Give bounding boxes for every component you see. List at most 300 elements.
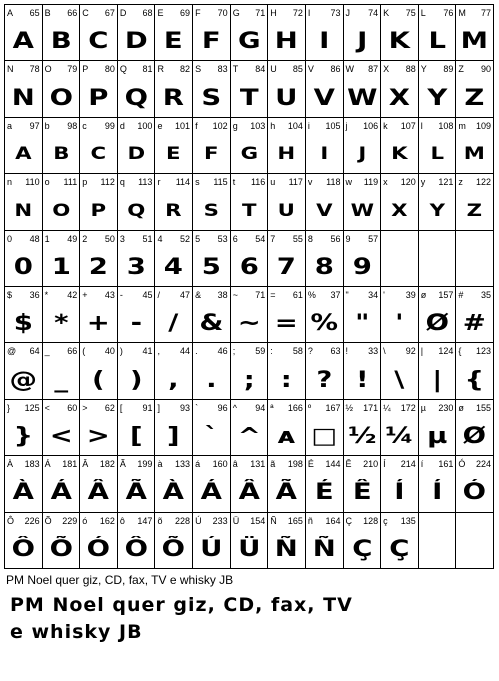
glyph-sample: | xyxy=(432,367,443,393)
glyph-label xyxy=(308,234,341,246)
glyph-code-label: 86 xyxy=(330,64,341,75)
glyph-label xyxy=(458,234,491,246)
glyph-code-label: 90 xyxy=(480,64,491,75)
glyph-label xyxy=(308,121,341,133)
glyph-sample: ᴀ xyxy=(277,423,296,449)
glyph-cell xyxy=(344,513,382,569)
glyph-sample: Ñ xyxy=(275,536,299,562)
glyph-label xyxy=(45,121,78,133)
glyph-label xyxy=(7,516,40,528)
glyph-code-label: 111 xyxy=(63,177,78,188)
glyph-label xyxy=(233,177,266,189)
glyph-cell xyxy=(268,174,306,230)
glyph-char-label: & xyxy=(195,290,202,300)
glyph-cell xyxy=(80,400,118,456)
glyph-char-label: Á xyxy=(44,459,51,470)
glyph-code-label: 109 xyxy=(475,120,491,131)
glyph-cell xyxy=(43,343,81,399)
glyph-cell xyxy=(155,174,193,230)
glyph-cell xyxy=(193,61,231,117)
glyph-label xyxy=(383,403,416,415)
glyph-cell xyxy=(456,231,494,287)
glyph-label xyxy=(346,234,379,246)
glyph-cell xyxy=(456,5,494,61)
glyph-sample: < xyxy=(49,423,73,449)
glyph-sample: Ç xyxy=(389,536,410,562)
glyph-code-label: 77 xyxy=(480,8,491,18)
glyph-label xyxy=(157,234,190,246)
glyph-cell xyxy=(268,61,306,117)
glyph-char-label: " xyxy=(345,290,349,300)
glyph-char-label: ' xyxy=(383,290,385,300)
glyph-code-label: 87 xyxy=(368,64,379,75)
glyph-char-label: W xyxy=(345,64,355,75)
glyph-char-label: x xyxy=(383,177,388,188)
glyph-sample: S xyxy=(203,200,220,221)
glyph-char-label: ½ xyxy=(345,402,354,413)
glyph-code-label: 33 xyxy=(368,346,379,357)
glyph-sample: O xyxy=(51,200,70,221)
glyph-code-label: 71 xyxy=(255,290,266,300)
glyph-sample: ½ xyxy=(347,423,377,449)
glyph-char-label: ó xyxy=(82,515,88,526)
glyph-sample: J xyxy=(357,144,366,165)
glyph-char-label: M xyxy=(458,8,466,18)
glyph-code-label: 37 xyxy=(330,290,341,300)
glyph-code-label: 62 xyxy=(104,402,115,413)
glyph-code-label: 57 xyxy=(368,233,379,244)
glyph-label xyxy=(270,121,303,133)
glyph-char-label: É xyxy=(307,459,314,470)
glyph-sample: ` xyxy=(204,423,219,449)
glyph-char-label: â xyxy=(232,459,238,470)
glyph-sample: X xyxy=(391,200,408,221)
glyph-label xyxy=(346,346,379,358)
glyph-cell xyxy=(344,118,382,174)
glyph-label xyxy=(421,64,454,76)
glyph-sample: 9 xyxy=(352,254,372,280)
glyph-code-label: 35 xyxy=(480,290,491,300)
glyph-sample: Q xyxy=(124,85,148,111)
glyph-sample: Ô xyxy=(124,536,148,562)
glyph-char-label: ç xyxy=(383,515,388,526)
glyph-cell xyxy=(231,513,269,569)
glyph-char-label: Ã xyxy=(119,459,126,470)
glyph-label xyxy=(195,459,228,471)
glyph-label xyxy=(45,516,78,528)
glyph-char-label: ã xyxy=(270,459,276,470)
glyph-label xyxy=(346,290,379,302)
glyph-cell xyxy=(419,513,457,569)
glyph-sample: X xyxy=(388,85,411,111)
glyph-code-label: 72 xyxy=(292,8,303,18)
glyph-cell xyxy=(5,400,43,456)
glyph-sample: 5 xyxy=(201,254,221,280)
glyph-label xyxy=(45,346,78,358)
glyph-cell xyxy=(306,513,344,569)
glyph-cell xyxy=(419,174,457,230)
glyph-cell xyxy=(80,456,118,512)
glyph-code-label: 49 xyxy=(67,233,78,244)
glyph-label xyxy=(458,64,491,76)
glyph-code-label: 73 xyxy=(330,8,341,18)
glyph-label xyxy=(346,8,379,20)
glyph-cell xyxy=(381,231,419,287)
glyph-label xyxy=(195,177,228,189)
glyph-code-label: 99 xyxy=(104,120,115,131)
glyph-sample: } xyxy=(13,423,34,449)
glyph-code-label: 92 xyxy=(405,346,416,357)
glyph-sample: P xyxy=(88,85,109,111)
glyph-cell xyxy=(155,118,193,174)
glyph-cell xyxy=(43,513,81,569)
glyph-cell xyxy=(419,400,457,456)
glyph-label xyxy=(7,121,40,133)
glyph-label xyxy=(383,177,416,189)
glyph-sample: Õ xyxy=(162,536,186,562)
glyph-char-label: ñ xyxy=(307,515,313,526)
glyph-label xyxy=(195,234,228,246)
glyph-char-label: Q xyxy=(119,64,127,75)
glyph-code-label: 40 xyxy=(104,346,115,357)
glyph-code-label: 79 xyxy=(67,64,78,75)
glyph-cell xyxy=(306,174,344,230)
glyph-char-label: S xyxy=(195,64,202,75)
glyph-label xyxy=(421,8,454,20)
glyph-sample: + xyxy=(87,311,111,337)
glyph-sample: > xyxy=(87,423,111,449)
glyph-label xyxy=(458,290,491,302)
glyph-cell xyxy=(381,174,419,230)
glyph-cell xyxy=(381,456,419,512)
glyph-sample: ; xyxy=(243,367,255,393)
glyph-label xyxy=(82,516,115,528)
glyph-char-label: \ xyxy=(383,346,386,357)
glyph-code-label: 112 xyxy=(100,177,115,188)
glyph-char-label: m xyxy=(458,120,466,131)
glyph-sample: ~ xyxy=(237,311,261,337)
glyph-label xyxy=(308,290,341,302)
glyph-label xyxy=(82,459,115,471)
glyph-cell xyxy=(456,456,494,512)
glyph-code-label: 100 xyxy=(137,120,153,131)
glyph-sample: Ø xyxy=(462,423,487,449)
glyph-cell xyxy=(118,343,156,399)
glyph-label xyxy=(82,234,115,246)
glyph-label xyxy=(120,177,153,189)
glyph-cell xyxy=(268,343,306,399)
glyph-char-label: # xyxy=(458,290,464,300)
glyph-cell xyxy=(118,5,156,61)
glyph-char-label: J xyxy=(345,8,351,18)
glyph-label xyxy=(195,403,228,415)
glyph-label xyxy=(421,121,454,133)
glyph-label xyxy=(458,403,491,415)
glyph-char-label: ø xyxy=(420,290,427,300)
glyph-char-label: R xyxy=(157,64,164,75)
glyph-code-label: 83 xyxy=(217,64,228,75)
glyph-char-label: T xyxy=(232,64,239,75)
glyph-code-label: 48 xyxy=(29,233,40,244)
glyph-char-label: d xyxy=(119,120,125,131)
glyph-sample: E xyxy=(166,144,182,165)
glyph-char-label: < xyxy=(44,402,50,413)
glyph-cell xyxy=(118,287,156,343)
glyph-code-label: 39 xyxy=(405,290,416,300)
glyph-cell xyxy=(193,118,231,174)
glyph-label xyxy=(383,459,416,471)
glyph-code-label: 214 xyxy=(400,459,416,470)
glyph-char-label: ~ xyxy=(232,290,238,300)
glyph-label xyxy=(233,403,266,415)
glyph-cell xyxy=(231,174,269,230)
glyph-label xyxy=(7,64,40,76)
glyph-sample: R xyxy=(165,200,182,221)
glyph-char-label: ø xyxy=(458,402,464,413)
glyph-label xyxy=(233,121,266,133)
glyph-sample: Í xyxy=(394,480,405,506)
glyph-label xyxy=(195,64,228,76)
glyph-code-label: 76 xyxy=(443,8,454,18)
glyph-char-label: V xyxy=(307,64,314,75)
glyph-code-label: 34 xyxy=(368,290,379,300)
glyph-label xyxy=(82,346,115,358)
glyph-code-label: 124 xyxy=(438,346,454,357)
glyph-char-label: P xyxy=(82,64,89,75)
glyph-code-label: 91 xyxy=(142,402,153,413)
glyph-sample: % xyxy=(310,311,339,337)
glyph-cell xyxy=(344,174,382,230)
glyph-label xyxy=(120,459,153,471)
glyph-label xyxy=(346,177,379,189)
glyph-cell xyxy=(118,456,156,512)
glyph-code-label: 52 xyxy=(180,233,191,244)
glyph-char-label: ? xyxy=(307,346,313,357)
glyph-char-label: U xyxy=(270,64,277,75)
glyph-code-label: 54 xyxy=(255,233,266,244)
glyph-code-label: 44 xyxy=(180,346,191,357)
glyph-char-label: > xyxy=(82,402,88,413)
glyph-char-label: Ç xyxy=(345,515,353,526)
glyph-label xyxy=(7,459,40,471)
glyph-cell xyxy=(306,61,344,117)
glyph-code-label: 61 xyxy=(292,290,303,300)
glyph-cell xyxy=(344,287,382,343)
glyph-label xyxy=(308,516,341,528)
glyph-code-label: 120 xyxy=(400,177,416,188)
glyph-code-label: 53 xyxy=(217,233,228,244)
glyph-code-label: 118 xyxy=(326,177,341,188)
glyph-char-label: ª xyxy=(270,402,274,413)
glyph-label xyxy=(7,8,40,20)
glyph-code-label: 121 xyxy=(438,177,454,188)
glyph-label xyxy=(346,516,379,528)
glyph-code-label: 38 xyxy=(217,290,228,300)
glyph-label xyxy=(45,177,78,189)
glyph-cell xyxy=(306,5,344,61)
glyph-label xyxy=(157,516,190,528)
glyph-cell xyxy=(306,118,344,174)
glyph-sample: W xyxy=(350,200,374,221)
glyph-label xyxy=(270,8,303,20)
glyph-sample: Ô xyxy=(11,536,35,562)
glyph-sample: # xyxy=(463,311,487,337)
glyph-label xyxy=(346,459,379,471)
glyph-code-label: 199 xyxy=(137,459,153,470)
glyph-sample: E xyxy=(164,29,184,55)
sample-text-large-line-2: e whisky JB xyxy=(10,621,143,643)
glyph-cell xyxy=(155,287,193,343)
glyph-char-label: N xyxy=(7,64,14,75)
glyph-sample: B xyxy=(52,144,70,165)
glyph-label xyxy=(157,121,190,133)
glyph-code-label: 102 xyxy=(212,120,228,131)
glyph-sample: / xyxy=(168,311,179,337)
glyph-cell xyxy=(344,61,382,117)
glyph-cell xyxy=(231,5,269,61)
glyph-code-label: 167 xyxy=(325,402,341,413)
glyph-sample: Y xyxy=(429,200,445,221)
glyph-char-label: t xyxy=(232,177,236,188)
glyph-char-label: 0 xyxy=(7,233,13,244)
glyph-char-label: 1 xyxy=(44,233,50,244)
glyph-char-label: - xyxy=(119,290,123,300)
glyph-code-label: 117 xyxy=(288,177,303,188)
glyph-code-label: 106 xyxy=(363,120,379,131)
glyph-cell xyxy=(5,61,43,117)
glyph-cell xyxy=(268,231,306,287)
glyph-char-label: À xyxy=(7,459,14,470)
glyph-sample: F xyxy=(201,29,221,55)
glyph-code-label: 51 xyxy=(142,233,153,244)
glyph-label xyxy=(45,64,78,76)
glyph-code-label: 84 xyxy=(255,64,266,75)
glyph-code-label: 63 xyxy=(330,346,341,357)
glyph-label xyxy=(7,346,40,358)
glyph-cell xyxy=(118,174,156,230)
glyph-char-label: u xyxy=(270,177,276,188)
glyph-cell xyxy=(231,118,269,174)
glyph-sample: O xyxy=(49,85,73,111)
glyph-char-label: 3 xyxy=(119,233,125,244)
glyph-code-label: 55 xyxy=(292,233,303,244)
glyph-label xyxy=(157,64,190,76)
glyph-sample: K xyxy=(391,144,408,165)
glyph-sample: , xyxy=(168,367,179,393)
glyph-cell xyxy=(155,400,193,456)
glyph-code-label: 59 xyxy=(255,346,266,357)
glyph-sample: Ó xyxy=(86,536,111,562)
glyph-char-label: + xyxy=(82,290,88,300)
glyph-char-label: e xyxy=(157,120,163,131)
glyph-sample: 2 xyxy=(88,254,109,280)
glyph-char-label: b xyxy=(44,120,50,131)
glyph-sample: V xyxy=(315,200,333,221)
glyph-label xyxy=(82,177,115,189)
glyph-char-label: á xyxy=(195,459,201,470)
glyph-cell xyxy=(456,61,494,117)
glyph-cell xyxy=(43,5,81,61)
glyph-label xyxy=(195,8,228,20)
glyph-label xyxy=(82,403,115,415)
glyph-char-label: O xyxy=(44,64,52,75)
glyph-code-label: 228 xyxy=(175,515,191,526)
glyph-label xyxy=(82,121,115,133)
glyph-code-label: 229 xyxy=(62,515,78,526)
glyph-label xyxy=(45,459,78,471)
glyph-code-label: 42 xyxy=(67,290,78,300)
glyph-cell xyxy=(193,174,231,230)
glyph-code-label: 93 xyxy=(180,402,191,413)
glyph-code-label: 41 xyxy=(142,346,153,357)
glyph-code-label: 226 xyxy=(24,515,40,526)
glyph-char-label: 9 xyxy=(345,233,351,244)
glyph-label xyxy=(7,403,40,415)
glyph-char-label: G xyxy=(232,8,240,18)
glyph-code-label: 133 xyxy=(175,459,191,470)
glyph-sample: C xyxy=(90,144,107,165)
glyph-code-label: 135 xyxy=(400,515,416,526)
glyph-code-label: 210 xyxy=(363,459,379,470)
glyph-sample: F xyxy=(204,144,219,165)
glyph-sample: ¼ xyxy=(385,423,414,449)
glyph-cell xyxy=(5,5,43,61)
glyph-char-label: L xyxy=(420,8,426,18)
glyph-char-label: h xyxy=(270,120,276,131)
glyph-char-label: z xyxy=(458,177,463,188)
glyph-code-label: 103 xyxy=(250,120,266,131)
glyph-sample: Ã xyxy=(125,480,147,506)
glyph-cell xyxy=(43,231,81,287)
glyph-code-label: 166 xyxy=(287,402,303,413)
glyph-cell xyxy=(155,513,193,569)
glyph-cell xyxy=(43,400,81,456)
glyph-label xyxy=(458,459,491,471)
glyph-char-label: ] xyxy=(157,402,160,413)
glyph-code-label: 125 xyxy=(24,402,40,413)
glyph-code-label: 183 xyxy=(24,459,40,470)
glyph-sample: \ xyxy=(394,367,405,393)
glyph-label xyxy=(195,346,228,358)
glyph-char-label: | xyxy=(420,346,424,357)
glyph-sample: M xyxy=(460,29,489,55)
glyph-char-label: o xyxy=(44,177,50,188)
glyph-char-label: ô xyxy=(119,515,125,526)
glyph-sample: ] xyxy=(167,423,181,449)
glyph-sample: Á xyxy=(200,480,223,506)
glyph-char-label: Õ xyxy=(44,515,52,526)
glyph-char-label: j xyxy=(345,120,348,131)
glyph-cell xyxy=(456,343,494,399)
glyph-cell xyxy=(43,118,81,174)
glyph-char-label: 4 xyxy=(157,233,163,244)
glyph-code-label: 69 xyxy=(180,8,191,18)
glyph-char-label: g xyxy=(232,120,238,131)
glyph-sample: ( xyxy=(92,367,105,393)
glyph-cell xyxy=(344,231,382,287)
glyph-cell xyxy=(155,456,193,512)
glyph-label xyxy=(270,403,303,415)
glyph-sample: Ú xyxy=(200,536,223,562)
glyph-label xyxy=(233,234,266,246)
glyph-cell xyxy=(231,61,269,117)
glyph-label xyxy=(157,177,190,189)
glyph-sample: 6 xyxy=(239,254,259,280)
glyph-cell xyxy=(456,287,494,343)
glyph-sample: : xyxy=(281,367,293,393)
glyph-cell xyxy=(43,174,81,230)
glyph-char-label: k xyxy=(383,120,388,131)
